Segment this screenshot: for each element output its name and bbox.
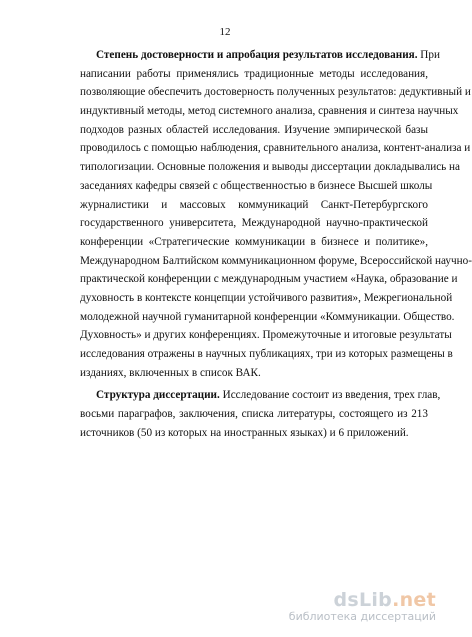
paragraph-line: государственного университета, Международной научно-практической <box>80 217 428 230</box>
paragraph-line: Степень достоверности и апробация результатов исследования. При <box>96 49 440 61</box>
watermark <box>289 590 436 623</box>
paragraph-line: молодежной научной гуманитарной конференции «Коммуникации. Общество. <box>80 310 455 323</box>
section-heading-credibility: Степень достоверности и апробация результатов исследования. <box>96 49 418 61</box>
paragraph-line: исследования отражены в научных публикациях, три из которых размещены в <box>80 348 453 360</box>
paragraph-line: Международном Балтийском коммуникационном форуме, Всероссийской научно- <box>80 254 472 267</box>
watermark-logo: dsLib.net <box>333 589 436 611</box>
paragraph-line: написании работы применялись традиционные методы исследования, <box>80 67 428 80</box>
paragraph-line: типологизации. Основные положения и выводы диссертации докладывались на <box>80 161 461 174</box>
paragraph-line: индуктивный методы, метод системного анализа, сравнения и синтеза научных <box>80 105 459 118</box>
section-heading-structure: Структура диссертации. <box>96 389 220 402</box>
paragraph-line: журналистики и массовых коммуникаций Санкт-Петербургского <box>80 198 428 211</box>
document-body <box>80 46 472 442</box>
paragraph-line: конференции «Стратегические коммуникации в бизнесе и политике», <box>80 235 428 248</box>
paragraph-line: проводилось с помощью наблюдения, сравнительного анализа, контент-анализа и <box>80 142 471 155</box>
paragraph-line: изданиях, включенных в список ВАК. <box>80 366 261 379</box>
paragraph-credibility <box>80 46 472 382</box>
paragraph-line: восьми параграфов, заключения, списка литературы, состоящего из 213 <box>80 408 428 421</box>
paragraph-line: Структура диссертации. Исследование состоит из введения, трех глав, <box>96 389 441 402</box>
page-number: 12 <box>219 26 231 38</box>
paragraph-line: практической конференции с международным участием «Наука, образование и <box>80 273 458 286</box>
paragraph-line: Духовность» и других конференциях. Промежуточные и итоговые результаты <box>80 329 452 342</box>
paragraph-line: духовность в контексте концепции устойчивого развития», Межрегиональной <box>80 291 453 304</box>
paragraph-line: источников (50 из которых на иностранных языках) и 6 приложений. <box>80 426 409 439</box>
paragraph-line: подходов разных областей исследования. Изучение эмпирической базы <box>80 123 428 136</box>
paragraph-structure <box>80 386 441 442</box>
paragraph-line: заседаниях кафедры связей с общественностью в бизнесе Высшей школы <box>80 179 433 192</box>
paragraph-line: позволяющие обеспечить достоверность полученных результатов: дедуктивный и <box>80 86 471 99</box>
watermark-tagline: библиотека диссертаций <box>288 610 436 623</box>
